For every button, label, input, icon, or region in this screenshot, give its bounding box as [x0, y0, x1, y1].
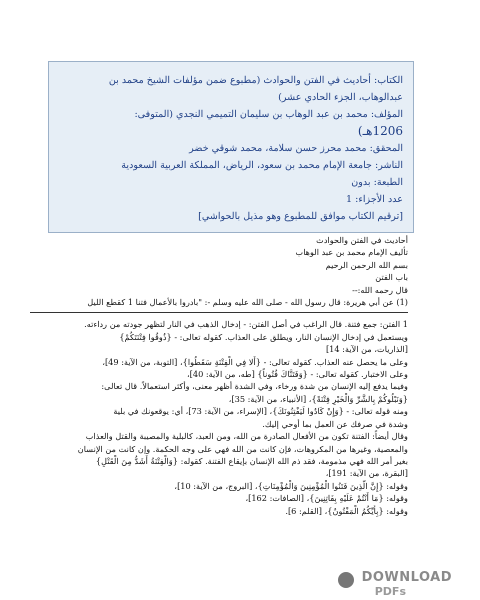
info-death-year: 1206هـ) [357, 124, 403, 138]
intro-line-chapter: باب الفتن [375, 272, 408, 283]
intro-line-title: أحاديث في الفتن والحوادث [316, 235, 408, 245]
info-book-title-cont: عبدالوهاب، الجزء الحادي عشر) [278, 92, 403, 103]
info-editor-line: المحقق: محمد محرز حسن سلامة، محمد شوقي خضر [189, 143, 403, 154]
intro-line-basmala: بسم الله الرحمن الرحيم [325, 259, 408, 270]
note-line: وعلى الاختبار. كقوله تعالى: - {وَفَتَنَّاكَ فُتُوناً} [طه، من الآية: 40]، [187, 369, 408, 380]
note-line: {وَنَبْلُوكُمْ بِالشَّرِّ وَالْخَيْرِ فِتْنَةً}، [الأنبياء، من الآية: 35]، [228, 393, 408, 404]
note-line: [البقرة، من الآية: 191]، [325, 468, 408, 479]
book-info-box [48, 61, 414, 233]
note-line: ومنه قوله تعالى: - {وَإِنْ كَادُوا لَيَفْتِنُونَكَ}، [الإسراء، من الآية: 73]، أي: يوقعونك في بلية [113, 406, 408, 417]
watermark-text: DOWNLOAD [361, 570, 452, 585]
document-body [30, 234, 408, 517]
note-line: ويستعمل في إدخال الإنسان النار، ويطلق على العذاب. كقوله تعالى: - {ذُوقُوا فِتْنَتَكُمْ} [119, 331, 408, 342]
intro-line-author: تأليف الإمام محمد بن عبد الوهاب [295, 247, 408, 258]
info-publisher-line: الناشر: جامعة الإمام محمد بن سعود، الرياض، المملكة العربية السعودية [121, 160, 403, 171]
note-line: وشدة في صرفك عن العمل بما أوحي إليك. [262, 418, 408, 429]
intro-line-hadith: (1) عن أبي هريرة: قال رسول الله - صلى الله عليه وسلم -: "بادروا بالأعمال فتنا 1 كقطع الليل [87, 297, 408, 308]
info-numbering-note: [ترقيم الكتاب موافق للمطبوع وهو مذيل بالحواشي] [198, 211, 403, 222]
note-line: 1 الفتن: جمع فتنة. قال الراغب في أصل الفتن: - إدخال الذهب في النار لتظهر جودته من رداءته. [84, 319, 408, 330]
download-circle-icon [338, 572, 354, 588]
info-author-line: المؤلف: محمد بن عبد الوهاب بن سليمان التميمي النجدي (المتوفى: [134, 109, 403, 120]
info-volumes-line: عدد الأجزاء: 1 [345, 194, 403, 205]
note-line: وفيما يدفع إليه الإنسان من شدة ورخاء، وفي الشدة أظهر معنى، وأكثر استعمالاً. قال تعالى: [101, 381, 408, 392]
info-book-title-line: الكتاب: أحاديث في الفتن والحوادث (مطبوع ضمن مؤلفات الشيخ محمد بن [108, 75, 403, 86]
footnote-divider [30, 312, 408, 313]
watermark-subtext: PDFs [374, 585, 406, 598]
download-pdfs-watermark [336, 558, 472, 600]
note-line: والمعصية، وغيرها من المكروهات، فإن كانت من الله فهي على وجه الحكمة. وإن كانت من الإنسان [77, 443, 408, 454]
intro-line-said: قال رحمه الله:-- [352, 284, 408, 295]
note-line: وقوله: {إِنَّ الَّذِينَ فَتَنُوا الْمُؤْمِنِينَ وَالْمُؤْمِنَاتِ}، [البروج، من الآية: 10]، [174, 480, 408, 491]
note-line: بغير أمر الله فهي مذمومة، فقد ذم الله الإنسان بإيقاع الفتنة. كقوله: {وَالْفِتْنَةُ أَشَدُّ مِنَ الْقَتْلِ} [95, 455, 408, 466]
note-line: وعلى ما يحصل عنه العذاب. كقوله تعالى: - {أَلا فِي الْفِتْنَةِ سَقَطُوا}، [التوبة، من الآية: 49]، [102, 356, 408, 367]
note-line: وقوله: {بِأَيِّكُمُ الْمَفْتُونُ}، [القلم: 6]. [285, 505, 408, 516]
note-line: وقال أيضاً: الفتنة تكون من الأفعال الصادرة من الله، ومن العبد، كالبلية والمصيبة والقتل والعذاب [85, 431, 408, 442]
info-edition-line: الطبعة: بدون [351, 177, 403, 188]
note-line: [الذاريات، من الآية: 14] [325, 344, 408, 355]
note-line: وقوله: {مَا أَنْتُمْ عَلَيْهِ بِفَاتِنِينَ}، [الصافات: 162]، [245, 493, 408, 504]
